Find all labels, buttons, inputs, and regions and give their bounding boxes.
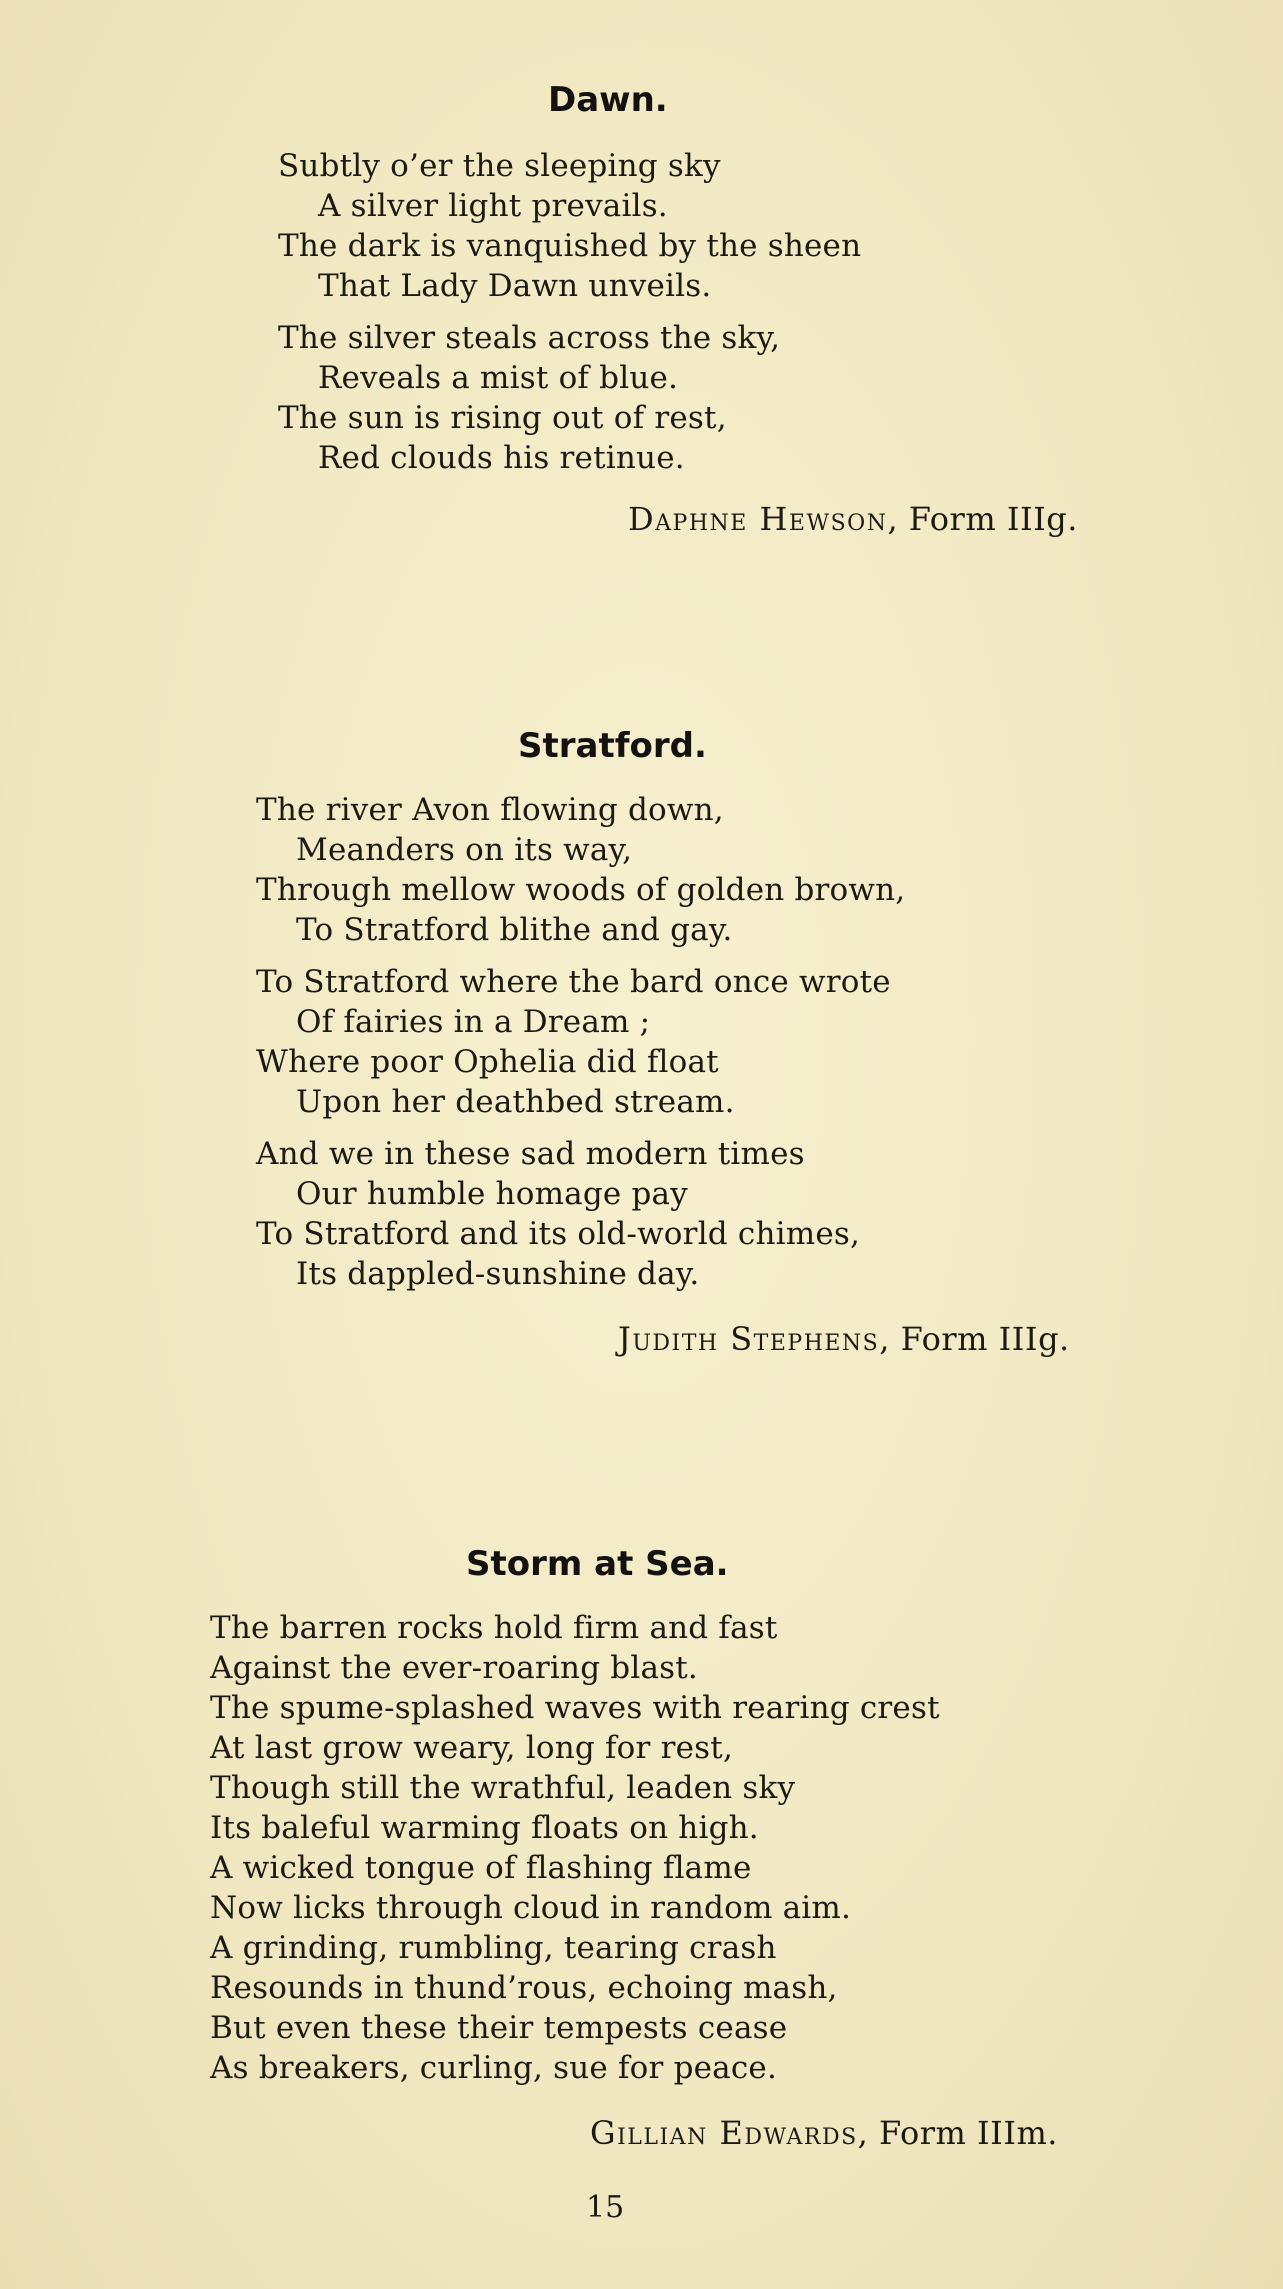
poem-body-storm-at-sea [210, 1608, 940, 2088]
stanza [256, 1134, 905, 1294]
poem-line: Through mellow woods of golden brown, [256, 872, 906, 908]
poem-line: The spume-splashed waves with rearing crest [210, 1690, 940, 1726]
poem-line: That Lady Dawn unveils. [318, 268, 712, 304]
poem-line: Resounds in thund’rous, echoing mash, [210, 1970, 838, 2006]
poem-line: Subtly o’er the sleeping sky [278, 148, 721, 184]
poem-line: Now licks through cloud in random aim. [210, 1890, 852, 1926]
author-form: , Form IIIg. [887, 500, 1078, 538]
poem-line: And we in these sad modern times [256, 1136, 805, 1172]
poem-line: A silver light prevails. [318, 188, 668, 224]
poem-line: Upon her deathbed stream. [296, 1084, 735, 1120]
poem-title-stratford: Stratford. [518, 726, 707, 766]
author-form: , Form IIIg. [879, 1320, 1070, 1358]
poem-author-stratford [618, 1320, 1070, 1358]
poem-line: At last grow weary, long for rest, [210, 1730, 734, 1766]
poem-line: Its baleful warming floats on high. [210, 1810, 759, 1846]
poem-line: The barren rocks hold firm and fast [210, 1610, 778, 1646]
poem-body-dawn [278, 146, 861, 478]
stanza [210, 1608, 940, 2088]
poem-line: But even these their tempests cease [210, 2010, 788, 2046]
poem-line: To Stratford blithe and gay. [296, 912, 733, 948]
poem-line: To Stratford and its old-world chimes, [256, 1216, 861, 1252]
poem-line: Our humble homage pay [296, 1176, 688, 1212]
stanza [256, 790, 905, 950]
poem-line: Where poor Ophelia did float [256, 1044, 719, 1080]
poem-line: Red clouds his retinue. [318, 440, 685, 476]
poem-line: Of fairies in a Dream ; [296, 1004, 651, 1040]
poem-line: Against the ever-roaring blast. [210, 1650, 698, 1686]
poem-title-dawn: Dawn. [548, 80, 668, 120]
poem-line: The sun is rising out of rest, [278, 400, 727, 436]
poem-line: To Stratford where the bard once wrote [256, 964, 891, 1000]
poem-author-storm-at-sea [590, 2114, 1058, 2152]
poem-body-stratford [256, 790, 905, 1294]
poem-line: A grinding, rumbling, tearing crash [210, 1930, 777, 1966]
poem-line: As breakers, curling, sue for peace. [210, 2050, 778, 2086]
poem-line: A wicked tongue of flashing flame [210, 1850, 752, 1886]
poem-line: Meanders on its way, [296, 832, 633, 868]
stanza [278, 318, 861, 478]
poem-line: The silver steals across the sky, [278, 320, 781, 356]
stanza [256, 962, 905, 1122]
author-name: Judith Stephens [618, 1320, 880, 1358]
author-form: , Form IIIm. [857, 2114, 1058, 2152]
poem-line: Its dappled-sunshine day. [296, 1256, 700, 1292]
poem-line: Reveals a mist of blue. [318, 360, 679, 396]
stanza [278, 146, 861, 306]
poem-author-dawn [628, 500, 1078, 538]
poem-line: The river Avon flowing down, [256, 792, 724, 828]
author-name: Daphne Hewson [628, 500, 888, 538]
page-number: 15 [586, 2190, 625, 2225]
author-name: Gillian Edwards [590, 2114, 858, 2152]
poem-line: The dark is vanquished by the sheen [278, 228, 862, 264]
poem-title-storm-at-sea: Storm at Sea. [466, 1544, 729, 1584]
poem-line: Though still the wrathful, leaden sky [210, 1770, 796, 1806]
